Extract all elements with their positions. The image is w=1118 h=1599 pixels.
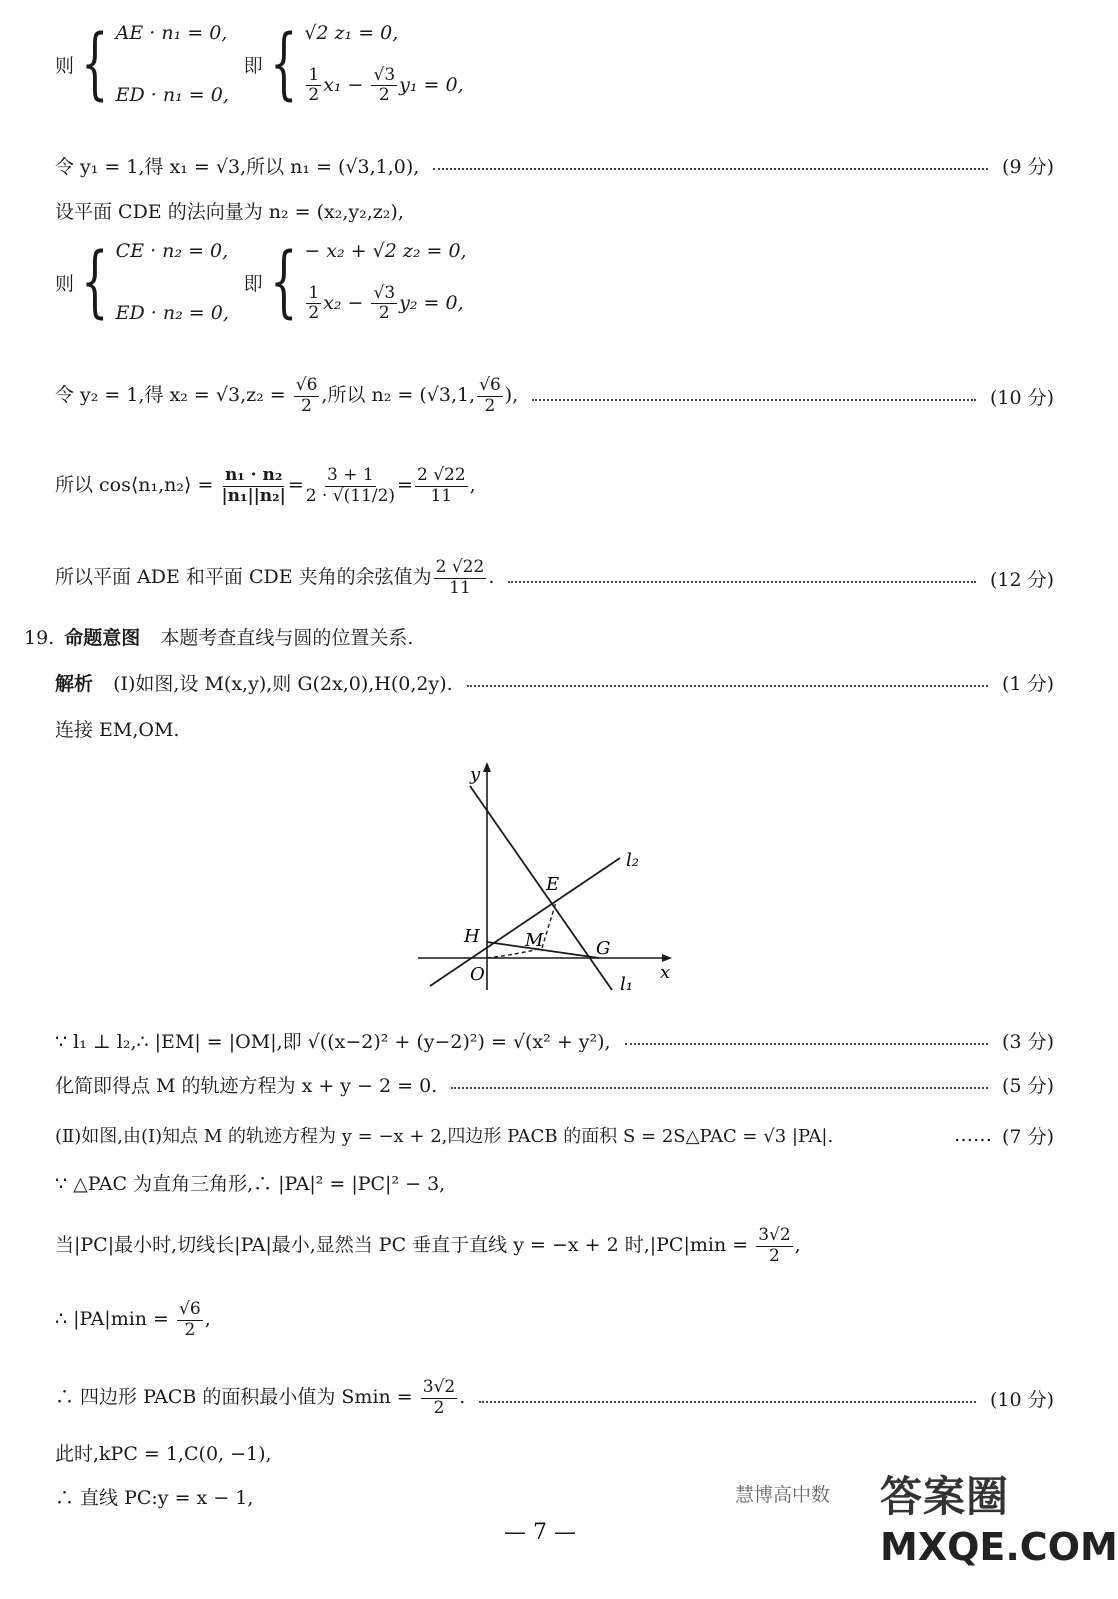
denominator: 2 (769, 1245, 780, 1266)
score: (9 分) (1002, 155, 1054, 178)
denominator: |n₁||n₂| (221, 485, 286, 506)
text: 此时,kPC = 1,C(0, −1), (55, 1442, 272, 1465)
question-number: 19. (24, 626, 55, 649)
fraction (371, 66, 397, 106)
score: (1 分) (1002, 672, 1054, 695)
text (55, 466, 476, 506)
text (55, 669, 453, 696)
fraction (221, 466, 285, 506)
label-l1: l₁ (620, 974, 633, 995)
leader-dots (433, 168, 988, 170)
numerator: √3 (373, 282, 396, 303)
leader-dots (625, 1043, 988, 1045)
comma: , (794, 1234, 801, 1256)
eq-ae-n1: AE · n₁ = 0, (115, 22, 228, 44)
fraction (294, 376, 320, 416)
page-number: — 7 — (504, 1520, 576, 1545)
line-set-plane (55, 190, 1054, 230)
system-left (116, 240, 236, 324)
leader-dots (479, 1401, 976, 1403)
numerator: 3 + 1 (327, 464, 374, 485)
line-12 (55, 556, 1054, 600)
text-part: 本题考查直线与圆的位置关系. (160, 626, 414, 649)
numerator: 2 √22 (416, 464, 466, 485)
section-tag: 解析 (55, 672, 94, 695)
x-axis-arrow (662, 954, 672, 962)
denominator: 11 (430, 485, 453, 506)
line-10b (55, 1374, 1054, 1422)
text: 化简即得点 M 的轨迹方程为 x + y − 2 = 0. (55, 1074, 438, 1097)
numerator: n₁ · n₂ (224, 464, 283, 485)
label-e: E (546, 874, 560, 895)
denominator: 2 (184, 1319, 196, 1340)
text-part: 所以 cos⟨n₁,n₂⟩ = (55, 474, 220, 496)
fraction (306, 66, 321, 106)
fraction (434, 558, 487, 598)
denominator: 2 (378, 85, 390, 106)
line-l2 (430, 858, 620, 986)
denominator: 2 (308, 303, 320, 324)
fraction (371, 284, 397, 324)
score: (5 分) (1002, 1074, 1054, 1097)
eq-x2z2: − x₂ + √2 z₂ = 0, (304, 240, 467, 262)
text (24, 623, 413, 650)
ze-word: 则 (55, 272, 75, 295)
numerator: 3√2 (758, 1224, 791, 1245)
brace: { (81, 19, 109, 109)
eq-ed-n1: ED · n₁ = 0, (115, 84, 229, 106)
fraction (477, 376, 503, 416)
fraction (306, 284, 321, 324)
eq-z1: √2 z₁ = 0, (304, 22, 399, 44)
text-part: (Ⅰ)如图,设 M(x,y),则 G(2x,0),H(0,2y). (113, 672, 453, 695)
denominator: 2 (301, 395, 312, 416)
text: ∴ 直线 PC:y = x − 1, (55, 1486, 254, 1509)
numerator: √6 (295, 374, 318, 395)
line-kpc (55, 1432, 1054, 1472)
line-10 (55, 374, 1054, 418)
fraction (415, 466, 468, 506)
watermark-logo: 答案圈 (880, 1472, 1010, 1521)
denominator: 2 (378, 303, 390, 324)
comma: , (469, 474, 476, 496)
leader-dots: …… (954, 1124, 993, 1146)
comma: , (204, 1308, 211, 1330)
numerator: 1 (308, 282, 320, 303)
eq-x1y1 (304, 66, 463, 106)
jiji-word: 即 (243, 272, 263, 295)
score: (12 分) (989, 568, 1054, 591)
numerator: 3√2 (422, 1376, 456, 1397)
text: ∵ △PAC 为直角三角形,∴ |PA|² = |PC|² − 3, (55, 1172, 446, 1195)
leader-dots (451, 1087, 988, 1089)
text (55, 1378, 465, 1418)
text (55, 376, 518, 416)
term: y₁ = 0, (399, 73, 464, 96)
numerator: √6 (479, 374, 501, 395)
y-axis-arrow (483, 762, 491, 772)
brace: { (269, 237, 298, 327)
text (55, 558, 494, 598)
question-19-header (24, 616, 1054, 656)
text: (Ⅱ)如图,由(Ⅰ)知点 M 的轨迹方程为 y = −x + 2,四边形 PACB 的面积 S = 2S△PAC = √3 |PA|. (55, 1126, 834, 1147)
term: y₂ = 0, (399, 291, 464, 314)
line-pac (55, 1162, 1054, 1202)
score: (7 分) (1002, 1125, 1054, 1148)
denominator: 11 (449, 577, 471, 598)
numerator: 2 √22 (435, 556, 485, 577)
brace: { (269, 19, 298, 109)
leader-dots (467, 685, 988, 687)
period: . (488, 566, 495, 588)
denominator: 2 (484, 395, 496, 416)
score: (10 分) (989, 386, 1054, 409)
denominator: 2 (308, 85, 320, 106)
text: 令 y₁ = 1,得 x₁ = √3,所以 n₁ = (√3,1,0), (55, 155, 420, 178)
watermark-url: MXQE.COM (880, 1525, 1118, 1569)
text (55, 1300, 211, 1340)
geometry-figure (410, 758, 680, 1000)
text-part: 所以平面 ADE 和平面 CDE 夹角的余弦值为 (55, 566, 432, 588)
line-3 (55, 1020, 1054, 1060)
text-part: ∴ 四边形 PACB 的面积最小值为 Smin = (55, 1386, 419, 1408)
fraction (177, 1300, 203, 1340)
line-5 (55, 1064, 1054, 1104)
text: 设平面 CDE 的法向量为 n₂ = (x₂,y₂,z₂), (55, 200, 404, 223)
denominator: 2 (433, 1397, 445, 1418)
numerator: √3 (373, 64, 396, 85)
period: . (459, 1386, 466, 1408)
watermark-text: 慧博高中数 (735, 1484, 831, 1506)
numerator: √6 (179, 1298, 201, 1319)
eq-x2y2 (304, 284, 466, 324)
label-x: x (660, 962, 671, 983)
system-right (304, 240, 466, 324)
equation-system-2 (55, 237, 467, 327)
fraction (306, 466, 395, 506)
label-l2: l₂ (626, 850, 639, 871)
text-part: ∴ |PA|min = (55, 1308, 176, 1330)
line-7 (55, 1115, 1054, 1155)
text-part: 令 y₂ = 1,得 x₂ = √3,z₂ = (55, 384, 292, 406)
fraction (756, 1226, 792, 1266)
text-part: 当|PC|最小时,切线长|PA|最小,显然当 PC 垂直于直线 y = −x + 2 时,|PC|min = (55, 1234, 755, 1256)
score: (3 分) (1002, 1030, 1054, 1053)
line-cos (55, 446, 1054, 526)
equals: = (397, 474, 413, 496)
eq-ed-n2: ED · n₂ = 0, (115, 302, 229, 324)
eq-ce-n2: CE · n₂ = 0, (115, 240, 229, 262)
jiji-word: 即 (243, 54, 263, 77)
leader-dots (532, 399, 976, 401)
ze-word: 则 (55, 54, 75, 77)
text-part: ,所以 n₂ = (√3,1, (321, 384, 476, 406)
term: x₁ − (323, 73, 370, 96)
text (55, 1226, 801, 1266)
system-left (116, 22, 236, 106)
line-l1 (470, 786, 612, 990)
fraction (421, 1378, 457, 1418)
denominator: 2 · √(11/2) (305, 485, 396, 506)
term: x₂ − (323, 291, 370, 314)
line-pa-min (55, 1296, 1054, 1344)
text-part: ), (504, 384, 519, 406)
label-o: O (470, 964, 485, 985)
label-y: y (470, 764, 481, 785)
equation-system-1 (55, 19, 464, 109)
section-tag: 命题意图 (64, 626, 141, 649)
line-1 (55, 662, 1054, 702)
leader-dots (508, 581, 976, 583)
label-h: H (464, 926, 480, 947)
numerator: 1 (308, 64, 320, 85)
label-m: M (525, 930, 544, 951)
text: ∵ l₁ ⊥ l₂,∴ |EM| = |OM|,即 √((x−2)² + (y−2)²) = √(x² + y²), (55, 1030, 611, 1053)
text: 连接 EM,OM. (55, 718, 180, 741)
equals: = (287, 474, 304, 496)
system-right (304, 22, 463, 106)
label-g: G (596, 938, 611, 959)
line-9 (55, 145, 1054, 185)
brace: { (81, 237, 109, 327)
line-connect (55, 708, 1054, 748)
score: (10 分) (989, 1388, 1054, 1411)
line-pc-min (55, 1222, 1054, 1270)
